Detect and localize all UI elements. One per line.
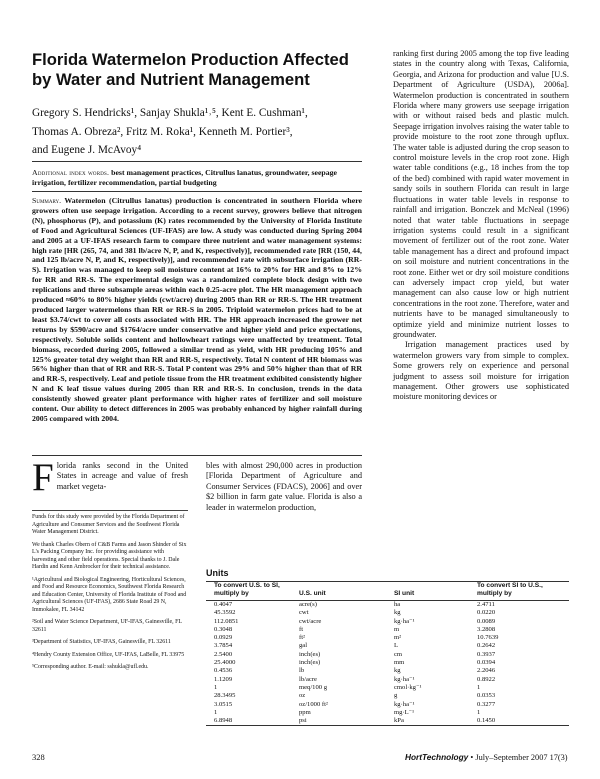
journal-name: HortTechnology bbox=[405, 752, 469, 762]
column-header: To convert SI to U.S., multiply by bbox=[469, 582, 569, 601]
body-text: ranking first during 2005 among the top five leading states in the country along with Texas, California, Georgia, and Arizona for production and value [U.S. Department of Agriculture (USDA), 2006a]. Watermelon production is concentrated in southern Florida where many growers use seepage irrigation with or without raised beds and plastic mulch. Seepage irrigation involves raising the water table to provide moisture to the root zone through upflux. The water table is adjusted during the crop season to control moisture levels in the crop root zone. High water table conditions (e.g., 18 inches from the top of the bed) combined with rapid water movement in sandy soils in southern Florida can result in large fluctuations in water table levels in response to rainfall and irrigation. Bonczek and McNeal (1996) noted that water table fluctuations in seepage irrigation systems could result in a significant movement of fertilizer out of the root zone. Water table management has a direct and profound impact on soil moisture and nutrient concentrations in the root zone. Either wet or dry soil moisture conditions can adversely impact crop yield, but water management can also cause low or high nutrient concentrations in the root zone. Therefore, water and nutrients have to be managed simultaneously to optimize yield and minimize nutrient losses to groundwater. bbox=[393, 49, 569, 339]
table-cell: 0.4536 bbox=[214, 667, 233, 675]
table-row bbox=[206, 684, 569, 692]
table-cell: cmol·kg⁻¹ bbox=[394, 683, 422, 691]
table-cell: acre(s) bbox=[299, 601, 317, 608]
footnote: ²Soil and Water Science Department, UF-IFAS, Gainesville, FL 32611 bbox=[32, 619, 182, 633]
table-header-row bbox=[206, 582, 569, 601]
table-cell: meq/100 g bbox=[299, 683, 328, 691]
page-number: 328 bbox=[32, 752, 45, 762]
body-text: Irrigation management practices used by watermelon growers vary from simple to complex. Some growers rely on experience and personal judgment to assess soil moisture for irrigation management. Other growers use sophisticated moisture monitoring devices or bbox=[393, 340, 569, 402]
footnote-divider bbox=[32, 510, 188, 511]
table-row bbox=[206, 667, 569, 675]
table-cell: 0.1450 bbox=[469, 717, 569, 726]
footnotes bbox=[32, 514, 188, 677]
body-column-2 bbox=[206, 461, 362, 513]
table-row bbox=[206, 709, 569, 717]
index-words-label: Additional index words. bbox=[32, 168, 110, 177]
table-cell: 0.0353 bbox=[477, 692, 496, 700]
table-cell: m bbox=[394, 625, 400, 633]
table-cell: ppm bbox=[299, 708, 311, 716]
table-cell: 25.4000 bbox=[214, 659, 236, 667]
table-cell: 1 bbox=[477, 683, 481, 691]
table-row bbox=[206, 676, 569, 684]
body-text: lorida ranks second in the United States in acreage and value of fresh market vegeta- bbox=[56, 461, 188, 491]
table-cell: mm bbox=[394, 659, 405, 667]
table-cell: 0.3048 bbox=[214, 625, 233, 633]
table-row bbox=[206, 626, 569, 634]
table-cell: mg·L⁻¹ bbox=[394, 708, 415, 716]
table-cell: 3.2808 bbox=[477, 625, 496, 633]
table-cell: 1.1209 bbox=[214, 675, 233, 683]
table-cell: lb bbox=[299, 667, 305, 675]
article-title bbox=[32, 50, 362, 90]
units-conversion-table bbox=[206, 581, 569, 726]
summary-text: Watermelon (Citrullus lanatus) production is concentrated in southern Florida where growers often use seepage irrigation. According to a recent survey, growers believe that nitrogen (N), phosphorus (P), and potassium (K) rates recommended by the University of Florida Institute of Food and Agricultural Sciences (UF-IFAS) are low. A study was conducted during Spring 2004 and 2005 at a UF-IFAS research farm to compare three nutrient and water management systems: high rate [HR (265, 74, and 381 lb/acre N, P, and K, respectively)], recommended rate [RR (150, 44, and 125 lb/acre N, P, and K, respectively)], and recommended rate with subsurface irrigation (RR-S). Irrigation was managed to keep soil moisture content at 16% to 20% for HR and 8% to 12% for RR and RR-S. The experimental design was a randomized complete block design with two replications and three subsample areas within each 0.25-acre plot. The HR management approach produced ≈60% to 80% higher yields (cwt/acre) during 2005 than RR or RR-S. The HR treatment produced larger watermelons than RR or RR-S in 2005. Triploid watermelon prices had to be at least $3.74/cwt to cover all costs associated with HR. The HR approach increased the grower net returns by $590/acre and $1764/acre under conservative and higher yield and price expectations, respectively. Soluble solids content and hollowheart ratings were unaffected by treatment. Total biomass, recorded during 2005, followed a similar trend as yield, with HR producing 105% and 125% greater total dry weight than RR and RR-S, respectively. Total N content of HR biomass was 56% higher than that of RR and RR-S. Total P content was 29% and 50% higher than that of RR and RR-S, respectively. Leaf and petiole tissue from the HR treatment exhibited consistently higher N and K leaf tissue values during 2005 than RR and RR-S. In conclusion, trends in the data consistently showed greater plant performance with higher rates of fertilizer and soil moisture content. Our ability to detect differences in 2005 was probably enhanced by higher rainfall during 2005 compared with 2004. bbox=[32, 196, 362, 423]
author-line: and Eugene J. McAvoy⁴ bbox=[32, 144, 142, 156]
author-line: Gregory S. Hendricks¹, Sanjay Shukla¹˒⁵, Kent E. Cushman¹, bbox=[32, 107, 308, 119]
table-row bbox=[206, 634, 569, 642]
column-header: U.S. unit bbox=[299, 582, 394, 601]
table-cell: kg·ha⁻¹ bbox=[394, 700, 415, 708]
table-cell: 0.0220 bbox=[477, 609, 496, 617]
table-cell: m² bbox=[394, 634, 402, 642]
table-cell: 3.0515 bbox=[214, 700, 233, 708]
table-cell: 3.7854 bbox=[214, 642, 233, 650]
title-line: Florida Watermelon Production Affected bbox=[32, 50, 349, 69]
table-cell: kPa bbox=[394, 717, 469, 726]
summary-label: Summary. bbox=[32, 196, 62, 205]
footnote: ⁴Hendry County Extension Office, UF-IFAS, LaBelle, FL 33975 bbox=[32, 651, 185, 658]
body-column-1 bbox=[32, 456, 188, 499]
table-cell: 2.2046 bbox=[477, 667, 496, 675]
author-line: Thomas A. Obreza², Fritz M. Roka¹, Kenneth M. Portier³, bbox=[32, 125, 293, 138]
table-cell: 0.0089 bbox=[477, 617, 496, 625]
table-cell: 1 bbox=[214, 708, 218, 716]
table-cell: cwt/acre bbox=[299, 617, 322, 625]
table-cell: cm bbox=[394, 650, 403, 658]
table-row bbox=[206, 701, 569, 709]
divider bbox=[32, 455, 362, 456]
table-cell: oz/1000 ft² bbox=[299, 700, 328, 708]
table-cell: ft bbox=[299, 625, 304, 633]
footnote: Funds for this study were provided by the Florida Department of Agriculture and Consumer Services and the Southwest Florida Water Management District. bbox=[32, 514, 185, 535]
table-cell: 0.2642 bbox=[477, 642, 496, 650]
drop-cap: F bbox=[32, 456, 54, 499]
journal-issue: • July–September 2007 17(3) bbox=[468, 753, 568, 762]
table-cell: 2.4711 bbox=[477, 601, 495, 608]
table-cell: kg·ha⁻¹ bbox=[394, 617, 415, 625]
table-cell: kg bbox=[394, 667, 401, 675]
author-list bbox=[32, 104, 362, 160]
table-row bbox=[206, 659, 569, 667]
table-cell: 0.4047 bbox=[214, 601, 233, 608]
body-column-3 bbox=[393, 49, 569, 403]
divider bbox=[32, 161, 362, 162]
journal-footer bbox=[405, 752, 568, 762]
table-cell: lb/acre bbox=[299, 675, 317, 683]
table-cell: 0.0929 bbox=[214, 634, 233, 642]
table-cell: ha bbox=[394, 601, 401, 608]
index-words bbox=[32, 168, 362, 188]
table-cell: inch(es) bbox=[299, 659, 321, 667]
footnote: We thank Charles Obern of C&B Farms and Jason Shinder of Six L's Packing Company Inc. for providing assistance with harvesting and other field operations. Special thanks to J. Dale Hardin and Kenn Ambrocker for their technical assistance. bbox=[32, 541, 187, 570]
body-text: bles with almost 290,000 acres in production [Florida Department of Agriculture and Consumer Services (FDACS), 2006] and over $2 billion in farm gate value. Florida is also a leader in watermelon production, bbox=[206, 461, 362, 512]
table-cell: inch(es) bbox=[299, 650, 321, 658]
units-table bbox=[206, 568, 569, 726]
table-row bbox=[206, 609, 569, 617]
footnote: ³Department of Statistics, UF-IFAS, Gainesville, FL 32611 bbox=[32, 639, 171, 645]
table-cell: 6.8948 bbox=[206, 717, 299, 726]
table-row bbox=[206, 618, 569, 626]
table-cell: 45.3592 bbox=[214, 609, 236, 617]
table-cell: psi bbox=[299, 717, 394, 726]
table-cell: 10.7639 bbox=[477, 634, 499, 642]
table-cell: L bbox=[394, 642, 399, 650]
table-row bbox=[206, 692, 569, 700]
table-row bbox=[206, 601, 569, 610]
table-cell: kg·ha⁻¹ bbox=[394, 675, 415, 683]
footnote: ¹Agricultural and Biological Engineering, Horticultural Sciences, and Food and Resource Economics, Southwest Florida Research and Education Center, University of Florida Institute of Food and Agricultural Sciences (UF-IFAS), 2686 State Road 29 N, Immokalee, FL 34142 bbox=[32, 576, 187, 613]
table-cell: gal bbox=[299, 642, 308, 650]
table-cell: 1 bbox=[214, 683, 218, 691]
table-cell: cwt bbox=[299, 609, 309, 617]
units-table-body bbox=[206, 601, 569, 726]
table-cell: 0.3937 bbox=[477, 650, 496, 658]
table-cell: 0.8922 bbox=[477, 675, 496, 683]
table-cell: ft² bbox=[299, 634, 306, 642]
column-header: To convert U.S. to SI, multiply by bbox=[206, 582, 299, 601]
table-cell: 112.0851 bbox=[214, 617, 239, 625]
units-table-title: Units bbox=[206, 568, 229, 578]
table-row bbox=[206, 717, 569, 726]
table-row bbox=[206, 651, 569, 659]
summary-abstract bbox=[32, 196, 362, 424]
table-cell: 2.5400 bbox=[214, 650, 233, 658]
table-cell: 0.3277 bbox=[477, 700, 496, 708]
index-words-text: best management practices, Citrullus lanatus, groundwater, seepage irrigation, fertilizer recommendation, partial budgeting bbox=[32, 168, 338, 187]
table-cell: 28.3495 bbox=[214, 692, 236, 700]
table-cell: 1 bbox=[477, 708, 481, 716]
footnote: ⁵Corresponding author. E-mail: sshukla@ufl.edu. bbox=[32, 664, 149, 670]
divider bbox=[32, 191, 362, 192]
table-cell: oz bbox=[299, 692, 306, 700]
table-cell: kg bbox=[394, 609, 401, 617]
table-cell: 0.0394 bbox=[477, 659, 496, 667]
table-cell: g bbox=[394, 692, 398, 700]
column-header: SI unit bbox=[394, 582, 469, 601]
title-line: by Water and Nutrient Management bbox=[32, 70, 310, 89]
table-row bbox=[206, 642, 569, 650]
